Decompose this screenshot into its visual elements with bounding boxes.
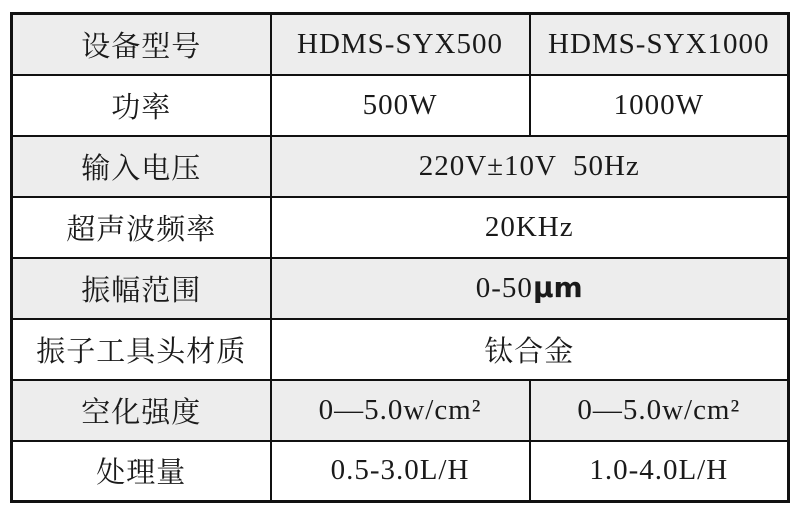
- spec-table-row: [12, 258, 789, 319]
- spec-value-text: 0.5-3.0L/H: [330, 454, 470, 487]
- spec-table-row: [12, 14, 789, 75]
- spec-table-row: [12, 136, 789, 197]
- spec-row-label: 处理量: [12, 441, 271, 502]
- spec-value-text: 钛合金: [484, 335, 575, 368]
- spec-value-text: HDMS-SYX500: [297, 27, 503, 60]
- spec-value-text: 20KHz: [484, 210, 574, 243]
- spec-value-cell: [271, 14, 530, 75]
- spec-row-label: 功率: [12, 75, 271, 136]
- spec-value-text: 220V±10V 50Hz: [418, 149, 640, 182]
- spec-row-label: 振幅范围: [12, 258, 271, 319]
- spec-value-text: 1000W: [613, 88, 704, 121]
- spec-value-text: 1.0-4.0L/H: [589, 454, 729, 487]
- spec-value-cell: [530, 441, 789, 502]
- spec-row-label: 振子工具头材质: [12, 319, 271, 380]
- spec-table-body: [12, 14, 789, 502]
- spec-table-row: [12, 75, 789, 136]
- spec-value-cell: [530, 380, 789, 441]
- spec-value-cell: [271, 319, 789, 380]
- spec-row-label: 空化强度: [12, 380, 271, 441]
- spec-row-label: 超声波频率: [12, 197, 271, 258]
- spec-row-label: 输入电压: [12, 136, 271, 197]
- spec-value-cell: [271, 380, 530, 441]
- spec-table-row: [12, 319, 789, 380]
- spec-value-text: 0—5.0w/cm²: [577, 393, 741, 426]
- spec-value-cell: [271, 197, 789, 258]
- spec-value-cell: [271, 75, 530, 136]
- spec-value-text: HDMS-SYX1000: [548, 27, 770, 60]
- spec-value-text: 500W: [362, 88, 438, 121]
- spec-value-cell: [271, 258, 789, 319]
- spec-value-cell: [530, 14, 789, 75]
- spec-value-text: 0-50: [475, 272, 533, 304]
- spec-value-cell: [530, 75, 789, 136]
- product-spec-table: [10, 12, 790, 503]
- spec-value-cell: [271, 441, 530, 502]
- spec-row-label: 设备型号: [12, 14, 271, 75]
- spec-table-row: [12, 197, 789, 258]
- spec-value-text: 0—5.0w/cm²: [318, 393, 482, 426]
- spec-value-cell: [271, 136, 789, 197]
- spec-table-row: [12, 380, 789, 441]
- spec-value-unit: μm: [532, 271, 583, 304]
- spec-table-row: [12, 441, 789, 502]
